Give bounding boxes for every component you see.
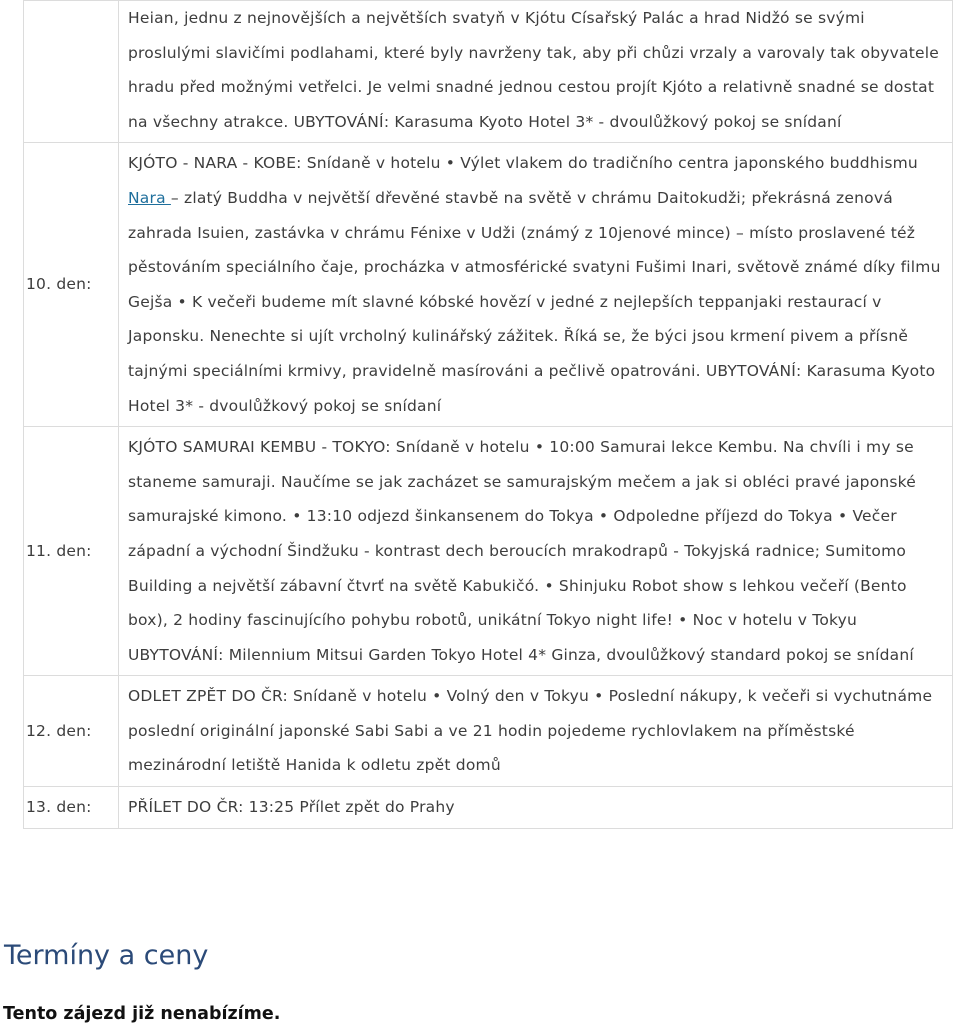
itinerary-row <box>24 676 953 787</box>
itinerary-row <box>24 787 953 829</box>
itinerary-table <box>23 0 953 829</box>
section-title: Termíny a ceny <box>4 940 209 971</box>
day-label <box>24 1 119 143</box>
itinerary-row <box>24 1 953 143</box>
description-text: – zlatý Buddha v největší dřevěné stavbě na světě v chrámu Daitokudži; překrásná zenová zahrada Isuien, zastávka v chrámu Fénixe v Udži (známý z 10jenové mince) – místo proslavené též pěstováním speciálního čaje, procházka v atmosférické svatyni Fušimi Inari, světově známé díky filmu Gejša • K večeři budeme mít slavné kóbské hovězí v jedné z nejlepších teppanjaki restaurací v Japonsku. Nenechte si ujít vrcholný kulinářský zážitek. Říká se, že býci jsou krmení pivem a přísně tajnými speciálními krmivy, pravidelně masírováni a pečlivě opatrováni. UBYTOVÁNÍ: Karasuma Kyoto Hotel 3* - dvoulůžkový pokoj se snídaní <box>128 188 941 415</box>
day-label: 13. den: <box>24 787 119 829</box>
description-text: KJÓTO - NARA - KOBE: Snídaně v hotelu • Výlet vlakem do tradičního centra japonského buddhismu <box>128 154 918 173</box>
day-label: 10. den: <box>24 143 119 427</box>
day-description: KJÓTO SAMURAI KEMBU - TOKYO: Snídaně v hotelu • 10:00 Samurai lekce Kembu. Na chvíli i my se staneme samuraji. Naučíme se jak zacházet se samurajským mečem a jak si obléci pravé japonské samurajské kimono. • 13:10 odjezd šinkansenem do Tokya • Odpoledne příjezd do Tokya • Večer západní a východní Šindžuku - kontrast dech beroucích mrakodrapů - Tokyjská radnice; Sumitomo Building a největší zábavní čtvrť na světě Kabukičó. • Shinjuku Robot show s lehkou večeří (Bento box), 2 hodiny fascinujícího pohybu robotů, unikátní Tokyo night life! • Noc v hotelu v Tokyu UBYTOVÁNÍ: Milennium Mitsui Garden Tokyo Hotel 4* Ginza, dvoulůžkový standard pokoj se snídaní <box>119 427 953 676</box>
day-description: PŘÍLET DO ČR: 13:25 Přílet zpět do Prahy <box>119 787 953 829</box>
unavailable-notice: Tento zájezd již nenabízíme. <box>3 1004 281 1024</box>
day-description: ODLET ZPĚT DO ČR: Snídaně v hotelu • Volný den v Tokyu • Poslední nákupy, k večeři si vychutnáme poslední originální japonské Sabi Sabi a ve 21 hodin pojedeme rychlovlakem na příměstské mezinárodní letiště Hanida k odletu zpět domů <box>119 676 953 787</box>
day-description: Heian, jednu z nejnovějších a největších svatyň v Kjótu Císařský Palác a hrad Nidžó se svými proslulými slavičími podlahami, které byly navrženy tak, aby při chůzi vrzaly a varovaly tak obyvatele hradu před možnými vetřelci. Je velmi snadné jednou cestou projít Kjóto a relativně snadné se dostat na všechny atrakce. UBYTOVÁNÍ: Karasuma Kyoto Hotel 3* - dvoulůžkový pokoj se snídaní <box>119 1 953 143</box>
day-description <box>119 143 953 427</box>
itinerary-row <box>24 427 953 676</box>
day-label: 12. den: <box>24 676 119 787</box>
nara-link[interactable]: Nara <box>128 188 171 207</box>
itinerary-row <box>24 143 953 427</box>
day-label: 11. den: <box>24 427 119 676</box>
